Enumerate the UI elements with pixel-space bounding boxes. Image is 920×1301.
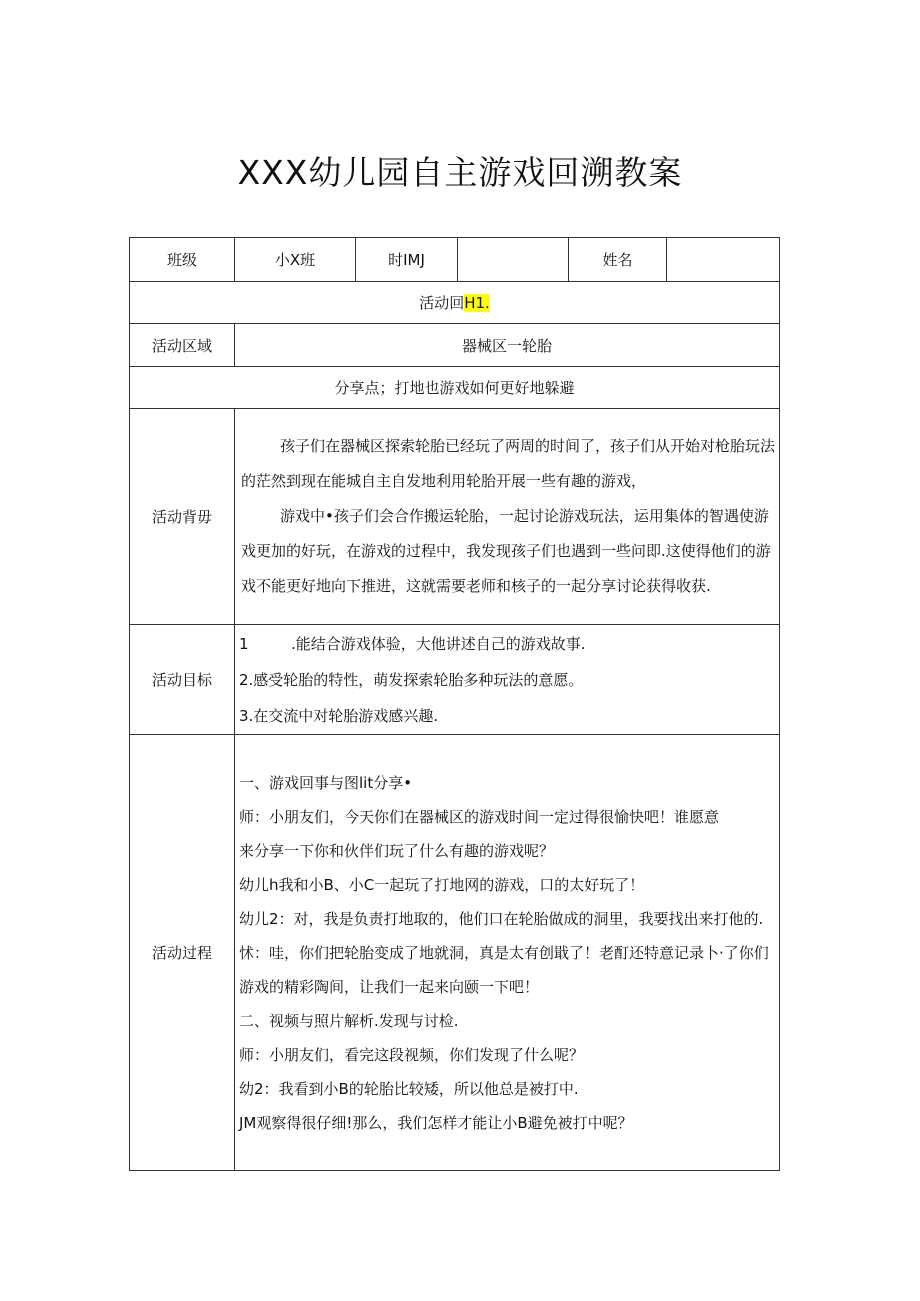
process-line: 一、游戏回事与图lit分享•	[239, 773, 413, 792]
process-row	[130, 735, 780, 1171]
process-line: 师：小朋友们，今天你们在器械区的游戏时间一定过得很愉快吧！谁愿意	[239, 807, 720, 826]
page-title: XXX幼儿园自主游戏回溯教案	[237, 153, 683, 192]
class-value: 小X班	[235, 238, 356, 282]
process-line: JM观察得很仔细!那么，我们怎样才能让小B避免被打中呢？	[239, 1113, 633, 1132]
process-label: 活动过程	[130, 735, 235, 1171]
background-label: 活动背毋	[130, 409, 235, 625]
background-content	[235, 409, 780, 625]
goal-item-1	[235, 626, 779, 662]
share-point: 分享点；打地也游戏如何更好地躲避	[130, 367, 780, 409]
goals-row	[130, 625, 780, 735]
process-line: 幼儿h我和小B、小C一起玩了打地网的游戏，口的太好玩了！	[239, 875, 645, 894]
activity-review-row	[130, 282, 780, 324]
activity-area-row	[130, 324, 780, 367]
activity-area-label: 活动区域	[130, 324, 235, 367]
goals-label: 活动目标	[130, 625, 235, 735]
header-row	[130, 238, 780, 282]
activity-review-highlight: H1.	[464, 294, 490, 312]
process-line: 来分享一下你和伙伴们玩了什么有趣的游戏呢？	[239, 841, 555, 860]
process-content	[235, 735, 780, 1171]
process-line: 师：小朋友们，看完这段视频，你们发现了什么呢？	[239, 1045, 585, 1064]
background-row	[130, 409, 780, 625]
goal-item-2: 2.感受轮胎的特性，萌发探索轮胎多种玩法的意愿。	[239, 670, 584, 689]
goal-item-3: 3.在交流中对轮胎游戏感兴趣.	[239, 706, 439, 725]
goal-text: .能结合游戏体验，大他讲述自己的游戏故事.	[291, 634, 586, 653]
time-label: 时IMJ	[356, 238, 458, 282]
process-line: 怵：哇，你们把轮胎变成了地就洞，真是太有创戢了！老酊还特意记录卜·了你们游戏的精彩陶间，让我们一起来向颐一下吧！	[239, 943, 769, 996]
background-paragraph-2: 游戏中•孩子们会合作搬运轮胎，一起讨论游戏玩法，运用集体的智遇使游戏更加的好玩，在游戏的过程中，我发现孩子们也遇到一些问即.这使得他们的游戏不能更好地向下推进，这就需要老师和核子的一起分享讨论获得收获.	[241, 507, 771, 595]
process-line: 幼儿2：对，我是负责打地取的，他们口在轮胎做成的洞里，我要找出来打他的.	[239, 909, 764, 928]
time-value	[458, 238, 569, 282]
activity-review-cell	[130, 282, 780, 324]
activity-area-value: 器械区一轮胎	[235, 324, 780, 367]
process-line: 幼2：我看到小B的轮胎比较矮，所以他总是被打中.	[239, 1079, 579, 1098]
activity-review-text: 活动回	[419, 294, 465, 312]
share-point-row	[130, 367, 780, 409]
name-value	[667, 238, 780, 282]
goals-content	[235, 625, 780, 735]
name-label: 姓名	[569, 238, 667, 282]
lesson-plan-table	[129, 237, 780, 1171]
class-label: 班级	[130, 238, 235, 282]
goal-number: 1	[239, 634, 249, 653]
process-line: 二、视频与照片解析.发现与讨检.	[239, 1011, 459, 1030]
background-paragraph-1: 孩子们在器械区探索轮胎已经玩了两周的时间了，孩子们从开始对枪胎玩法的茫然到现在能城自主自发地利用轮胎开展一些有趣的游戏，	[241, 437, 776, 490]
